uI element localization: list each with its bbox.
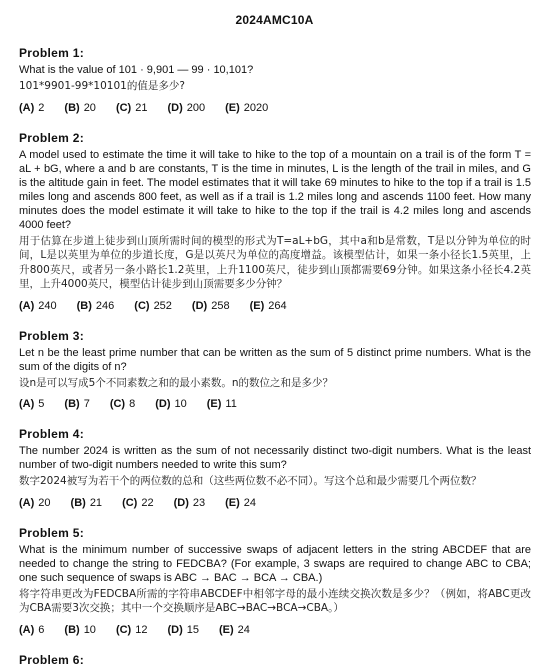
answer-choices xyxy=(19,397,531,411)
choice-e: (E) 24 xyxy=(225,496,257,509)
choice-c: (C) 22 xyxy=(122,496,154,509)
document-title: 2024AMC10A xyxy=(235,13,314,27)
problem-text-english: A model used to estimate the time it will take to hike to the top of a mountain on a trail is of the form T = aL + bG, where a and b are constants, T is the time in minutes, L is the length of the trail in miles, and G is the altitude gain in feet. The model estimates that it will take 69 minutes to hike to the top if a trail is 1.5 miles long and ascends 800 feet, as well as if a trail is 1.2 miles long and ascends 1100 feet. How many minutes does the model estimate it will take to hike to the top if the trail is 4.2 miles long and ascends 4000 feet? xyxy=(19,148,531,231)
problem-list xyxy=(19,46,531,667)
answer-choices xyxy=(19,299,531,313)
choice-c: (C) 8 xyxy=(109,398,136,410)
choice-a: (A) 2 xyxy=(19,101,45,114)
answer-choices xyxy=(19,623,531,637)
choice-a: (A) 5 xyxy=(19,398,45,410)
problem-heading: Problem 6: xyxy=(19,652,85,667)
problem-heading: Problem 5: xyxy=(19,525,85,540)
choice-d: (D) 200 xyxy=(167,101,206,114)
problem-heading: Problem 4: xyxy=(19,427,85,441)
problem-text-chinese: 数字2024被写为若干个的两位数的总和（这些两位数不必不同）。写这个总和最少需要几个两位数？ xyxy=(19,475,482,487)
answer-choices xyxy=(19,496,531,510)
problem-text-english: What is the minimum number of successive swaps of adjacent letters in the string ABCDEF that are needed to change the string to FEDCBA? (For example, 3 swaps are required to change ABC to CBA; one such sequence of swaps is ABC → BAC → BCA → CBA.) xyxy=(19,543,531,584)
problem-text-chinese: 用于估算在步道上徒步到山顶所需时间的模型的形式为T=aL+bG，其中a和b是常数，T是以分钟为单位的时间，L是以英里为单位的步道长度，G是以英尺为单位的高度增益。该模型估计，如果一条小径长1.5英里，上升800英尺，或者另一条小路长1.2英里，上升1100英尺，徒步到山顶都需要69分钟。如果这条小径长4.2英里，上升4000英尺，模型估计徒步到山顶需要多少分钟？ xyxy=(19,234,531,290)
choice-c: (C) 21 xyxy=(115,101,148,114)
problem-text-english: Let n be the least prime number that can be written as the sum of 5 distinct prime numbers. What is the sum of the digits of n? xyxy=(19,346,531,373)
problem-heading: Problem 2: xyxy=(19,130,85,145)
choice-b: (B) 20 xyxy=(64,101,96,114)
choice-c: (C) 12 xyxy=(115,623,148,636)
choice-e: (E) 2020 xyxy=(225,101,269,114)
problem-text-chinese: 将字符串更改为FEDCBA所需的字符串ABCDEF中相邻字母的最小连续交换次数是多少？（例如，将ABC更改为CBA需要3次交换；其中一个交换顺序是ABC→BAC→BCA→CBA。） xyxy=(19,587,531,614)
choice-a: (A) 20 xyxy=(19,496,51,509)
problem-2 xyxy=(19,131,531,313)
problem-1 xyxy=(19,46,531,115)
choice-b: (B) 21 xyxy=(70,496,103,509)
choice-b: (B) 246 xyxy=(76,299,115,312)
choice-a: (A) 240 xyxy=(19,299,57,312)
choice-d: (D) 258 xyxy=(191,299,230,312)
choice-b: (B) 7 xyxy=(64,398,90,410)
choice-b: (B) 10 xyxy=(64,623,96,636)
choice-e: (E) 11 xyxy=(206,398,237,410)
problem-5 xyxy=(19,526,531,637)
choice-c: (C) 252 xyxy=(134,299,172,312)
choice-e: (E) 24 xyxy=(219,623,250,636)
problem-6 xyxy=(19,653,531,667)
choice-d: (D) 15 xyxy=(167,623,199,636)
choice-a: (A) 6 xyxy=(19,623,45,636)
problem-text-chinese: 设n是可以写成5个不同素数之和的最小素数。n的数位之和是多少？ xyxy=(19,376,333,389)
problem-heading: Problem 3: xyxy=(19,328,85,343)
problem-4 xyxy=(19,427,531,510)
problem-text-english: The number 2024 is written as the sum of not necessarily distinct two-digit numbers. What is the least number of two-digit numbers needed to write this sum? xyxy=(19,445,531,471)
problem-text-english: What is the value of 101 · 9,901 — 99 · 10,101? xyxy=(19,64,254,76)
answer-choices xyxy=(19,101,531,115)
choice-e: (E) 264 xyxy=(249,299,287,312)
choice-d: (D) 10 xyxy=(155,398,187,410)
problem-text-chinese: 101*9901-99*10101的值是多少? xyxy=(19,80,185,92)
problem-heading: Problem 1: xyxy=(19,46,85,60)
choice-d: (D) 23 xyxy=(173,496,206,509)
problem-3 xyxy=(19,329,531,412)
